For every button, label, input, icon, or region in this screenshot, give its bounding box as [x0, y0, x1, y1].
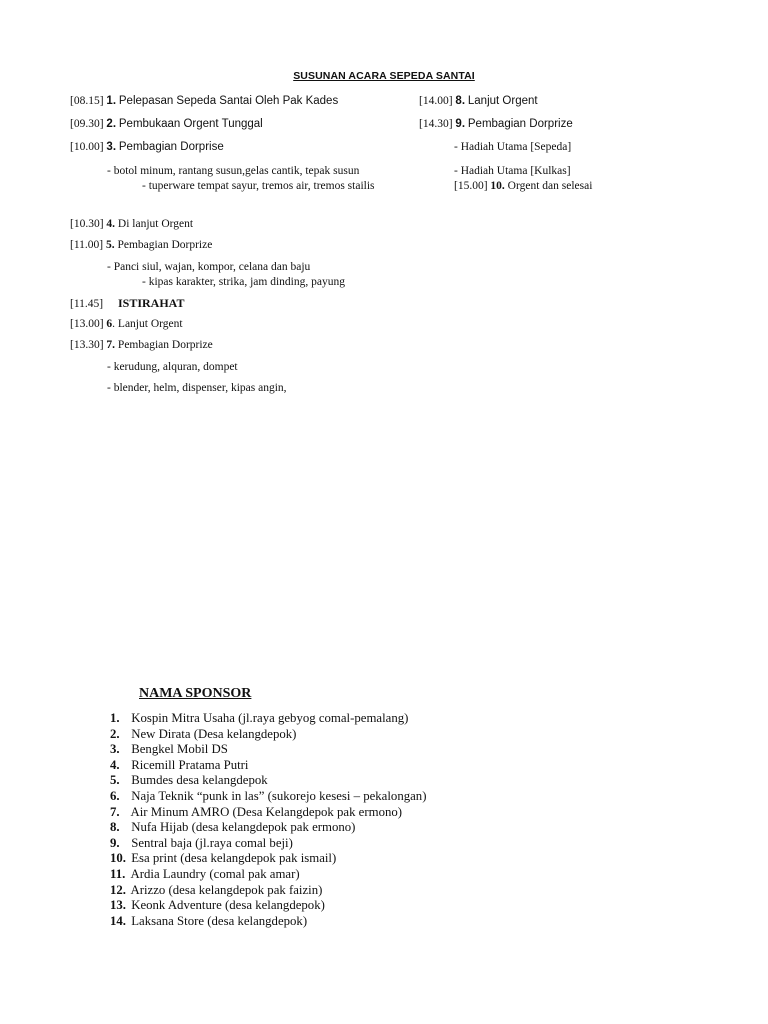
item-number: 3.	[106, 141, 117, 153]
item-number: 10.	[490, 180, 505, 192]
time-label: [09.30]	[70, 118, 104, 130]
prize-line: - tuperware tempat sayur, tremos air, tremos stailis	[142, 180, 375, 192]
item-number: 9.	[455, 118, 466, 130]
sponsor-number: 13.	[110, 898, 126, 913]
sponsor-number: 3.	[110, 742, 120, 757]
sponsor-number: 10.	[110, 851, 126, 866]
schedule-break	[70, 296, 184, 311]
sponsor-name: Bumdes desa kelangdepok	[131, 773, 268, 788]
item-number: 8.	[455, 95, 466, 107]
time-label: [14.00]	[419, 95, 453, 107]
sponsor-name: Esa print (desa kelangdepok pak ismail)	[131, 851, 337, 866]
sponsor-item	[110, 805, 426, 821]
time-label: [15.00]	[454, 180, 488, 192]
sponsor-number: 11.	[110, 866, 126, 881]
schedule-item-7	[70, 338, 213, 352]
sponsor-number: 7.	[110, 804, 120, 819]
sponsor-number: 14.	[110, 913, 126, 928]
time-label: [13.30]	[70, 339, 104, 351]
sponsor-item	[110, 727, 426, 743]
prize-line: - kipas karakter, strika, jam dinding, payung	[142, 276, 345, 288]
sponsor-name: Ricemill Pratama Putri	[131, 757, 249, 772]
item-text: Pembagian Dorprize	[467, 118, 573, 130]
item-number: 2.	[106, 118, 117, 130]
item-number: 6	[106, 318, 113, 330]
prize-line: - kerudung, alquran, dompet	[107, 361, 238, 373]
sponsor-name: Bengkel Mobil DS	[131, 742, 228, 757]
schedule-item-8	[419, 94, 538, 108]
schedule-item-6	[70, 317, 183, 331]
schedule-item-9	[419, 117, 573, 131]
sponsor-list	[110, 711, 426, 929]
sponsor-item	[110, 836, 426, 852]
item-number: 7.	[106, 339, 116, 351]
page-title: SUSUNAN ACARA SEPEDA SANTAI	[293, 70, 475, 82]
sponsor-number: 6.	[110, 788, 120, 803]
sponsor-number: 4.	[110, 757, 120, 772]
schedule-item-2	[70, 117, 263, 131]
time-label: [10.30]	[70, 218, 104, 230]
prize-line: - botol minum, rantang susun,gelas cantik, tepak susun	[107, 165, 360, 177]
sponsor-item	[110, 773, 426, 789]
sponsor-item	[110, 914, 426, 930]
sponsor-heading: NAMA SPONSOR	[139, 686, 252, 701]
prize-line: - blender, helm, dispenser, kipas angin,	[107, 382, 287, 394]
sponsor-item	[110, 789, 426, 805]
time-label: [13.00]	[70, 318, 104, 330]
sponsor-name: Arizzo (desa kelangdepok pak faizin)	[130, 882, 323, 897]
sponsor-number: 8.	[110, 820, 120, 835]
sponsor-name: Ardia Laundry (comal pak amar)	[130, 866, 300, 881]
sponsor-number: 5.	[110, 773, 120, 788]
time-label: [14.30]	[419, 118, 453, 130]
schedule-item-10	[454, 179, 592, 193]
prize-line: - Hadiah Utama [Sepeda]	[454, 141, 572, 153]
sponsor-item	[110, 867, 426, 883]
item-number: 4.	[106, 218, 116, 230]
prize-line: - Panci siul, wajan, kompor, celana dan baju	[107, 261, 311, 273]
sponsor-item	[110, 898, 426, 914]
time-label: [11.00]	[70, 239, 104, 251]
sponsor-item	[110, 820, 426, 836]
sponsor-name: Air Minum AMRO (Desa Kelangdepok pak ermono)	[130, 804, 403, 819]
sponsor-name: Kospin Mitra Usaha (jl.raya gebyog comal-pemalang)	[131, 711, 409, 725]
sponsor-item	[110, 711, 426, 727]
sponsor-item	[110, 758, 426, 774]
sponsor-name: Naja Teknik “punk in las” (sukorejo kesesi – pekalongan)	[131, 788, 427, 803]
sponsor-name: New Dirata (Desa kelangdepok)	[131, 726, 297, 741]
sponsor-item	[110, 883, 426, 899]
prize-line: - Hadiah Utama [Kulkas]	[454, 165, 571, 177]
sponsor-name: Sentral baja (jl.raya comal beji)	[131, 835, 293, 850]
item-text: Pembagian Dorprize	[117, 339, 213, 351]
time-label: [11.45]	[70, 298, 104, 310]
sponsor-name: Nufa Hijab (desa kelangdepok pak ermono)	[131, 820, 356, 835]
item-text: . Lanjut Orgent	[112, 318, 183, 330]
item-text: Pembukaan Orgent Tunggal	[118, 118, 263, 130]
item-text: Lanjut Orgent	[467, 95, 538, 107]
item-number: 5.	[105, 239, 115, 251]
sponsor-number: 2.	[110, 726, 120, 741]
item-text: Pembagian Dorprize	[117, 239, 213, 251]
sponsor-number: 1.	[110, 711, 120, 725]
schedule-item-3	[70, 140, 224, 154]
sponsor-number: 12.	[110, 882, 126, 897]
item-text: Pembagian Dorprise	[118, 141, 224, 153]
schedule-item-5	[70, 238, 212, 252]
item-text: Di lanjut Orgent	[117, 218, 194, 230]
item-number: 1.	[106, 95, 117, 107]
time-label: [10.00]	[70, 141, 104, 153]
sponsor-name: Keonk Adventure (desa kelangdepok)	[131, 898, 325, 913]
item-text: Orgent dan selesai	[507, 180, 593, 192]
item-text: Pelepasan Sepeda Santai Oleh Pak Kades	[118, 95, 339, 107]
schedule-item-4	[70, 217, 193, 231]
sponsor-name: Laksana Store (desa kelangdepok)	[131, 913, 308, 928]
schedule-item-1	[70, 94, 338, 108]
time-label: [08.15]	[70, 95, 104, 107]
sponsor-item	[110, 851, 426, 867]
break-label: ISTIRAHAT	[117, 296, 185, 310]
sponsor-item	[110, 742, 426, 758]
sponsor-number: 9.	[110, 835, 120, 850]
